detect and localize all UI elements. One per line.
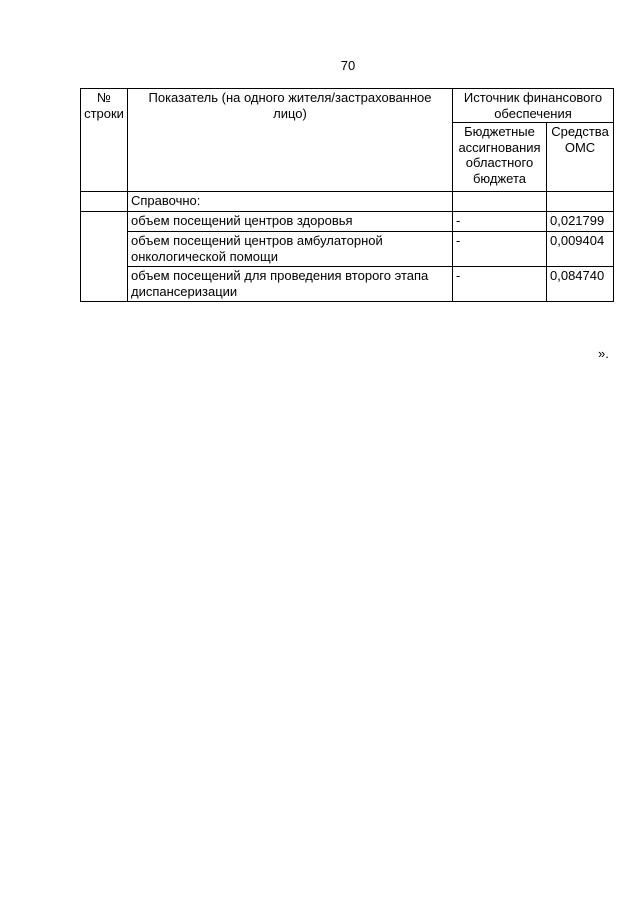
oms-cell	[547, 192, 614, 212]
table-row	[81, 267, 614, 302]
header-budget: Бюджетные ассигнования областного бюджета	[453, 123, 547, 192]
indicator-cell: объем посещений центров здоровья	[128, 212, 453, 232]
row-number-cell	[81, 212, 128, 302]
budget-cell: -	[453, 232, 547, 267]
budget-cell: -	[453, 212, 547, 232]
header-funding-source: Источник финансового обеспечения	[453, 89, 614, 123]
header-oms: Средства ОМС	[547, 123, 614, 192]
indicator-cell: Справочно:	[128, 192, 453, 212]
oms-cell: 0,009404	[547, 232, 614, 267]
oms-cell: 0,021799	[547, 212, 614, 232]
oms-cell: 0,084740	[547, 267, 614, 302]
table-header-row	[81, 89, 614, 123]
indicator-cell: объем посещений для проведения второго этапа диспансеризации	[128, 267, 453, 302]
header-indicator: Показатель (на одного жителя/застрахованное лицо)	[128, 89, 453, 192]
page-number: 70	[340, 58, 356, 73]
budget-cell	[453, 192, 547, 212]
table-row	[81, 212, 614, 232]
row-number-cell	[81, 192, 128, 212]
budget-cell: -	[453, 267, 547, 302]
table-row	[81, 232, 614, 267]
indicator-cell: объем посещений центров амбулаторной онкологической помощи	[128, 232, 453, 267]
closing-quote: ».	[598, 346, 609, 361]
header-row-number: № строки	[81, 89, 128, 192]
table-row	[81, 192, 614, 212]
indicator-table	[80, 88, 614, 302]
